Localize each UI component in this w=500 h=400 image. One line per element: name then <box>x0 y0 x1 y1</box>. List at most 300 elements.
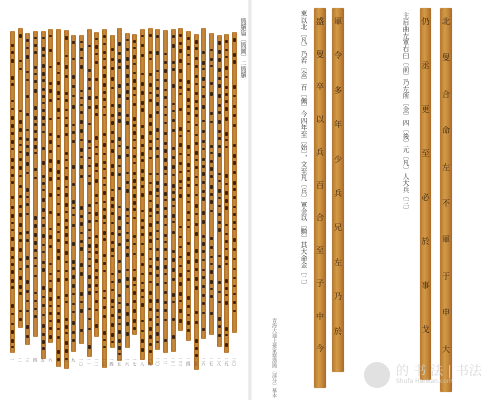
ink-character-mark <box>95 136 98 140</box>
ink-character-mark <box>72 207 75 209</box>
ink-character-mark <box>103 43 106 45</box>
ink-character-mark <box>149 272 152 275</box>
ink-character-mark <box>210 200 213 204</box>
ink-character-mark <box>57 72 60 74</box>
ink-character-mark <box>172 110 175 112</box>
ink-character-mark <box>195 213 198 215</box>
ink-character-mark <box>72 165 75 169</box>
ink-character-mark <box>133 139 136 141</box>
ink-character-mark <box>19 185 22 188</box>
ink-character-mark <box>103 168 106 170</box>
ink-character-mark <box>118 52 121 55</box>
ink-character-mark <box>141 125 144 128</box>
ink-character-mark <box>195 194 198 196</box>
bamboo-slip <box>232 32 237 333</box>
ink-character-mark <box>65 318 68 321</box>
bamboo-slip <box>178 28 183 331</box>
ink-character-mark <box>11 229 14 231</box>
ink-character-mark <box>103 177 106 179</box>
ink-character-mark <box>202 105 205 109</box>
ink-character-mark <box>141 263 144 266</box>
slip-number: 二 <box>17 358 23 362</box>
ink-character-mark <box>149 122 152 126</box>
ink-character-mark <box>103 222 106 224</box>
ink-character-mark <box>26 335 29 338</box>
ink-character-mark <box>156 332 159 336</box>
ink-character-mark <box>11 237 14 241</box>
ink-character-mark <box>118 119 121 123</box>
ink-character-mark <box>156 204 159 208</box>
ink-character-mark <box>126 181 129 184</box>
ink-character-mark <box>149 99 152 102</box>
ink-character-mark <box>65 332 68 334</box>
ink-character-mark <box>42 131 45 133</box>
ink-character-mark <box>118 279 121 283</box>
ink-character-mark <box>42 109 45 112</box>
bamboo-slip <box>217 35 222 347</box>
ink-character-mark <box>164 241 167 243</box>
ink-character-mark <box>172 258 175 262</box>
ink-character-mark <box>195 83 198 85</box>
ink-character-mark <box>187 219 190 221</box>
ink-character-mark <box>95 235 98 238</box>
slip-number: 二五 <box>193 358 199 366</box>
ink-character-mark <box>72 284 75 288</box>
ink-character-mark <box>80 111 83 114</box>
slip-character: 百 <box>316 180 324 190</box>
ink-character-mark <box>164 53 167 55</box>
ink-character-mark <box>164 291 167 294</box>
bamboo-slip <box>194 34 199 370</box>
ink-character-mark <box>141 303 144 307</box>
ink-character-mark <box>72 331 75 334</box>
ink-character-mark <box>210 121 213 123</box>
slip-character: 令 <box>334 51 342 61</box>
ink-character-mark <box>72 41 75 44</box>
ink-character-mark <box>149 291 152 295</box>
ink-character-mark <box>34 106 37 110</box>
ink-character-mark <box>42 268 45 272</box>
ink-character-mark <box>72 303 75 305</box>
ink-character-mark <box>88 165 91 167</box>
ink-character-mark <box>57 278 60 282</box>
ink-character-mark <box>11 166 14 169</box>
ink-character-mark <box>11 44 14 47</box>
ink-character-mark <box>179 236 182 238</box>
ink-character-mark <box>172 214 175 218</box>
ink-character-mark <box>218 255 221 257</box>
ink-character-mark <box>42 147 45 150</box>
ink-character-mark <box>42 261 45 264</box>
ink-character-mark <box>133 284 136 286</box>
ink-character-mark <box>103 106 106 108</box>
ink-character-mark <box>88 275 91 279</box>
ink-character-mark <box>103 74 106 78</box>
ink-character-mark <box>179 93 182 95</box>
ink-character-mark <box>34 89 37 93</box>
ink-character-mark <box>80 129 83 133</box>
ink-character-mark <box>42 37 45 39</box>
ink-character-mark <box>111 333 114 337</box>
slip-number: 六 <box>48 358 54 362</box>
ink-character-mark <box>34 116 37 120</box>
ink-character-mark <box>141 219 144 222</box>
slip-number: 一一 <box>86 358 92 366</box>
ink-character-mark <box>95 291 98 293</box>
ink-character-mark <box>233 196 236 199</box>
ink-character-mark <box>95 269 98 272</box>
ink-character-mark <box>126 189 129 193</box>
ink-character-mark <box>210 185 213 189</box>
ink-character-mark <box>187 194 190 197</box>
ink-character-mark <box>133 201 136 205</box>
ink-character-mark <box>187 201 190 203</box>
ink-character-mark <box>179 309 182 313</box>
ink-character-mark <box>126 303 129 306</box>
ink-character-mark <box>65 241 68 244</box>
ink-character-mark <box>195 40 198 44</box>
ink-character-mark <box>225 40 228 43</box>
ink-character-mark <box>225 240 228 243</box>
ink-character-mark <box>225 76 228 78</box>
ink-character-mark <box>179 143 182 147</box>
ink-character-mark <box>195 159 198 161</box>
ink-character-mark <box>156 138 159 140</box>
ink-character-mark <box>225 206 228 210</box>
ink-character-mark <box>164 96 167 99</box>
ink-character-mark <box>95 300 98 303</box>
ink-character-mark <box>111 306 114 308</box>
ink-character-mark <box>95 146 98 148</box>
slip-number: 二四 <box>186 358 192 366</box>
ink-character-mark <box>126 277 129 281</box>
ink-character-mark <box>179 300 182 302</box>
ink-character-mark <box>156 188 159 192</box>
ink-character-mark <box>95 220 98 222</box>
ink-character-mark <box>149 215 152 217</box>
ink-character-mark <box>218 104 221 107</box>
ink-character-mark <box>141 330 144 332</box>
ink-character-mark <box>42 161 45 165</box>
ink-character-mark <box>218 189 221 193</box>
ink-character-mark <box>187 329 190 332</box>
slip-character: 左 <box>442 162 450 172</box>
ink-character-mark <box>187 105 190 108</box>
ink-character-mark <box>133 277 136 281</box>
ink-character-mark <box>103 201 106 203</box>
ink-character-mark <box>11 346 14 348</box>
ink-character-mark <box>218 265 221 268</box>
bamboo-slip <box>209 33 214 335</box>
ink-character-mark <box>49 280 52 282</box>
slip-character: 兄 <box>334 223 342 233</box>
ink-character-mark <box>187 37 190 40</box>
ink-character-mark <box>88 220 91 223</box>
ink-character-mark <box>187 242 190 245</box>
ink-character-mark <box>80 90 83 92</box>
ink-character-mark <box>233 38 236 42</box>
ink-character-mark <box>103 133 106 136</box>
ink-character-mark <box>111 189 114 191</box>
ink-character-mark <box>42 208 45 212</box>
ink-character-mark <box>195 124 198 126</box>
ink-character-mark <box>19 285 22 289</box>
ink-character-mark <box>88 140 91 143</box>
ink-character-mark <box>218 205 221 207</box>
ink-character-mark <box>19 34 22 38</box>
ink-character-mark <box>49 168 52 172</box>
ink-character-mark <box>141 243 144 245</box>
ink-character-mark <box>103 208 106 211</box>
ink-character-mark <box>126 48 129 51</box>
ink-character-mark <box>111 172 114 176</box>
ink-character-mark <box>126 215 129 217</box>
ink-character-mark <box>179 153 182 155</box>
ink-character-mark <box>19 158 22 161</box>
ink-character-mark <box>49 228 52 230</box>
ink-character-mark <box>195 223 198 226</box>
ink-character-mark <box>42 347 45 350</box>
ink-character-mark <box>65 55 68 57</box>
ink-character-mark <box>149 327 152 331</box>
ink-character-mark <box>210 270 213 274</box>
ink-character-mark <box>118 294 121 297</box>
ink-character-mark <box>126 232 129 234</box>
watermark-subtext: Shufa Hankan.com <box>396 378 453 385</box>
ink-character-mark <box>218 77 221 80</box>
ink-character-mark <box>210 288 213 290</box>
bamboo-slip <box>71 35 76 352</box>
ink-character-mark <box>172 198 175 201</box>
ink-character-mark <box>195 92 198 95</box>
ink-character-mark <box>195 232 198 236</box>
ink-character-mark <box>210 92 213 96</box>
ink-character-mark <box>72 85 75 88</box>
ink-character-mark <box>133 186 136 189</box>
ink-character-mark <box>72 105 75 109</box>
ink-character-mark <box>80 48 83 51</box>
slip-character: 更 <box>421 105 430 114</box>
slip-character: 叟 <box>316 49 324 59</box>
ink-character-mark <box>19 223 22 227</box>
ink-character-mark <box>88 244 91 248</box>
ink-character-mark <box>187 80 190 84</box>
ink-character-mark <box>118 270 121 273</box>
enlarged-bamboo-slip <box>314 8 326 388</box>
ink-character-mark <box>210 145 213 148</box>
slip-character: 於 <box>421 237 430 246</box>
ink-character-mark <box>172 156 175 159</box>
ink-character-mark <box>34 80 37 83</box>
ink-character-mark <box>49 49 52 52</box>
ink-character-mark <box>164 158 167 162</box>
ink-character-mark <box>103 83 106 87</box>
ink-character-mark <box>141 177 144 181</box>
ink-character-mark <box>149 281 152 283</box>
ink-character-mark <box>156 147 159 150</box>
ink-character-mark <box>141 348 144 352</box>
slip-character: 不 <box>442 199 450 208</box>
ink-character-mark <box>233 285 236 287</box>
ink-character-mark <box>11 181 14 184</box>
ink-character-mark <box>111 255 114 257</box>
ink-character-mark <box>65 325 68 329</box>
bamboo-slip <box>18 28 23 328</box>
book-gutter <box>248 0 252 400</box>
ink-character-mark <box>80 247 83 251</box>
ink-character-mark <box>225 93 228 96</box>
ink-character-mark <box>202 68 205 70</box>
ink-character-mark <box>164 319 167 321</box>
ink-character-mark <box>233 171 236 174</box>
ink-character-mark <box>195 347 198 350</box>
ink-character-mark <box>156 111 159 114</box>
ink-character-mark <box>103 238 106 241</box>
ink-character-mark <box>126 332 129 336</box>
ink-character-mark <box>49 99 52 102</box>
ink-character-mark <box>133 63 136 65</box>
ink-character-mark <box>202 120 205 122</box>
ink-character-mark <box>65 203 68 207</box>
ink-character-mark <box>195 277 198 281</box>
ink-character-mark <box>72 311 75 313</box>
ink-character-mark <box>133 79 136 83</box>
ink-character-mark <box>202 302 205 305</box>
ink-character-mark <box>88 123 91 125</box>
slip-number: 一三 <box>101 358 107 366</box>
ink-character-mark <box>210 280 213 284</box>
ink-character-mark <box>103 346 106 348</box>
ink-character-mark <box>103 306 106 309</box>
ink-character-mark <box>34 224 37 228</box>
ink-character-mark <box>202 95 205 98</box>
bamboo-slip <box>56 29 61 367</box>
ink-character-mark <box>179 162 182 165</box>
ink-character-mark <box>187 184 190 187</box>
ink-character-mark <box>149 265 152 268</box>
ink-character-mark <box>26 188 29 192</box>
ink-character-mark <box>133 194 136 198</box>
ink-character-mark <box>149 92 152 94</box>
ink-character-mark <box>11 323 14 325</box>
slip-number: 二七 <box>209 358 215 366</box>
ink-character-mark <box>34 51 37 54</box>
ink-character-mark <box>179 171 182 173</box>
ink-character-mark <box>103 51 106 54</box>
ink-character-mark <box>187 46 190 50</box>
ink-character-mark <box>195 339 198 343</box>
ink-character-mark <box>80 97 83 99</box>
ink-character-mark <box>34 152 37 154</box>
ink-character-mark <box>164 106 167 108</box>
ink-character-mark <box>225 100 228 103</box>
ink-character-mark <box>111 323 114 327</box>
slip-character: 叟 <box>442 53 450 63</box>
ink-character-mark <box>80 215 83 218</box>
ink-character-mark <box>42 189 45 191</box>
ink-character-mark <box>19 205 22 208</box>
ink-character-mark <box>164 149 167 153</box>
ink-character-mark <box>218 153 221 157</box>
ink-character-mark <box>80 240 83 243</box>
ink-character-mark <box>218 221 221 224</box>
ink-character-mark <box>111 77 114 81</box>
ink-character-mark <box>111 131 114 134</box>
ink-character-mark <box>233 221 236 224</box>
ink-character-mark <box>42 54 45 57</box>
ink-character-mark <box>126 39 129 41</box>
ink-character-mark <box>172 205 175 207</box>
transcription-column-2: 主后曲左軍右臼〔前〕乃左所〔金〕四〔後〕元〔凡〕人大兵〔三〕 <box>401 12 410 213</box>
ink-character-mark <box>179 292 182 296</box>
ink-character-mark <box>19 128 22 132</box>
ink-character-mark <box>156 70 159 72</box>
ink-character-mark <box>11 83 14 86</box>
ink-character-mark <box>80 301 83 303</box>
slip-number: 二六 <box>201 358 207 366</box>
ink-character-mark <box>202 285 205 288</box>
ink-character-mark <box>172 268 175 272</box>
ink-character-mark <box>72 140 75 143</box>
ink-character-mark <box>19 60 22 62</box>
ink-character-mark <box>42 224 45 227</box>
ink-character-mark <box>172 221 175 223</box>
ink-character-mark <box>118 260 121 263</box>
ink-character-mark <box>202 312 205 314</box>
ink-character-mark <box>57 213 60 216</box>
ink-character-mark <box>218 301 221 303</box>
ink-character-mark <box>210 256 213 258</box>
slip-character: 合 <box>316 213 324 223</box>
watermark-logo-icon <box>364 362 390 388</box>
ink-character-mark <box>164 61 167 64</box>
ink-character-mark <box>111 48 114 51</box>
ink-character-mark <box>111 58 114 61</box>
ink-character-mark <box>26 113 29 116</box>
ink-character-mark <box>156 274 159 277</box>
ink-character-mark <box>195 151 198 155</box>
ink-character-mark <box>57 319 60 323</box>
bamboo-slip <box>171 29 176 352</box>
ink-character-mark <box>172 147 175 150</box>
ink-character-mark <box>141 91 144 95</box>
ink-character-mark <box>202 190 205 193</box>
ink-character-mark <box>11 279 14 283</box>
ink-character-mark <box>187 252 190 256</box>
ink-character-mark <box>233 161 236 165</box>
ink-character-mark <box>65 301 68 303</box>
ink-character-mark <box>233 310 236 312</box>
ink-character-mark <box>156 128 159 132</box>
ink-character-mark <box>126 172 129 174</box>
ink-character-mark <box>202 86 205 88</box>
ink-character-mark <box>218 94 221 98</box>
ink-character-mark <box>149 182 152 184</box>
ink-character-mark <box>195 107 198 110</box>
ink-character-mark <box>42 182 45 185</box>
ink-character-mark <box>225 183 228 185</box>
ink-character-mark <box>141 101 144 105</box>
ink-character-mark <box>187 170 190 172</box>
ink-character-mark <box>26 239 29 242</box>
ink-character-mark <box>225 294 228 296</box>
slip-character: 軍 <box>334 17 342 26</box>
ink-character-mark <box>187 88 190 91</box>
ink-character-mark <box>26 265 29 268</box>
ink-character-mark <box>233 228 236 230</box>
ink-character-mark <box>65 261 68 263</box>
ink-character-mark <box>111 314 114 317</box>
